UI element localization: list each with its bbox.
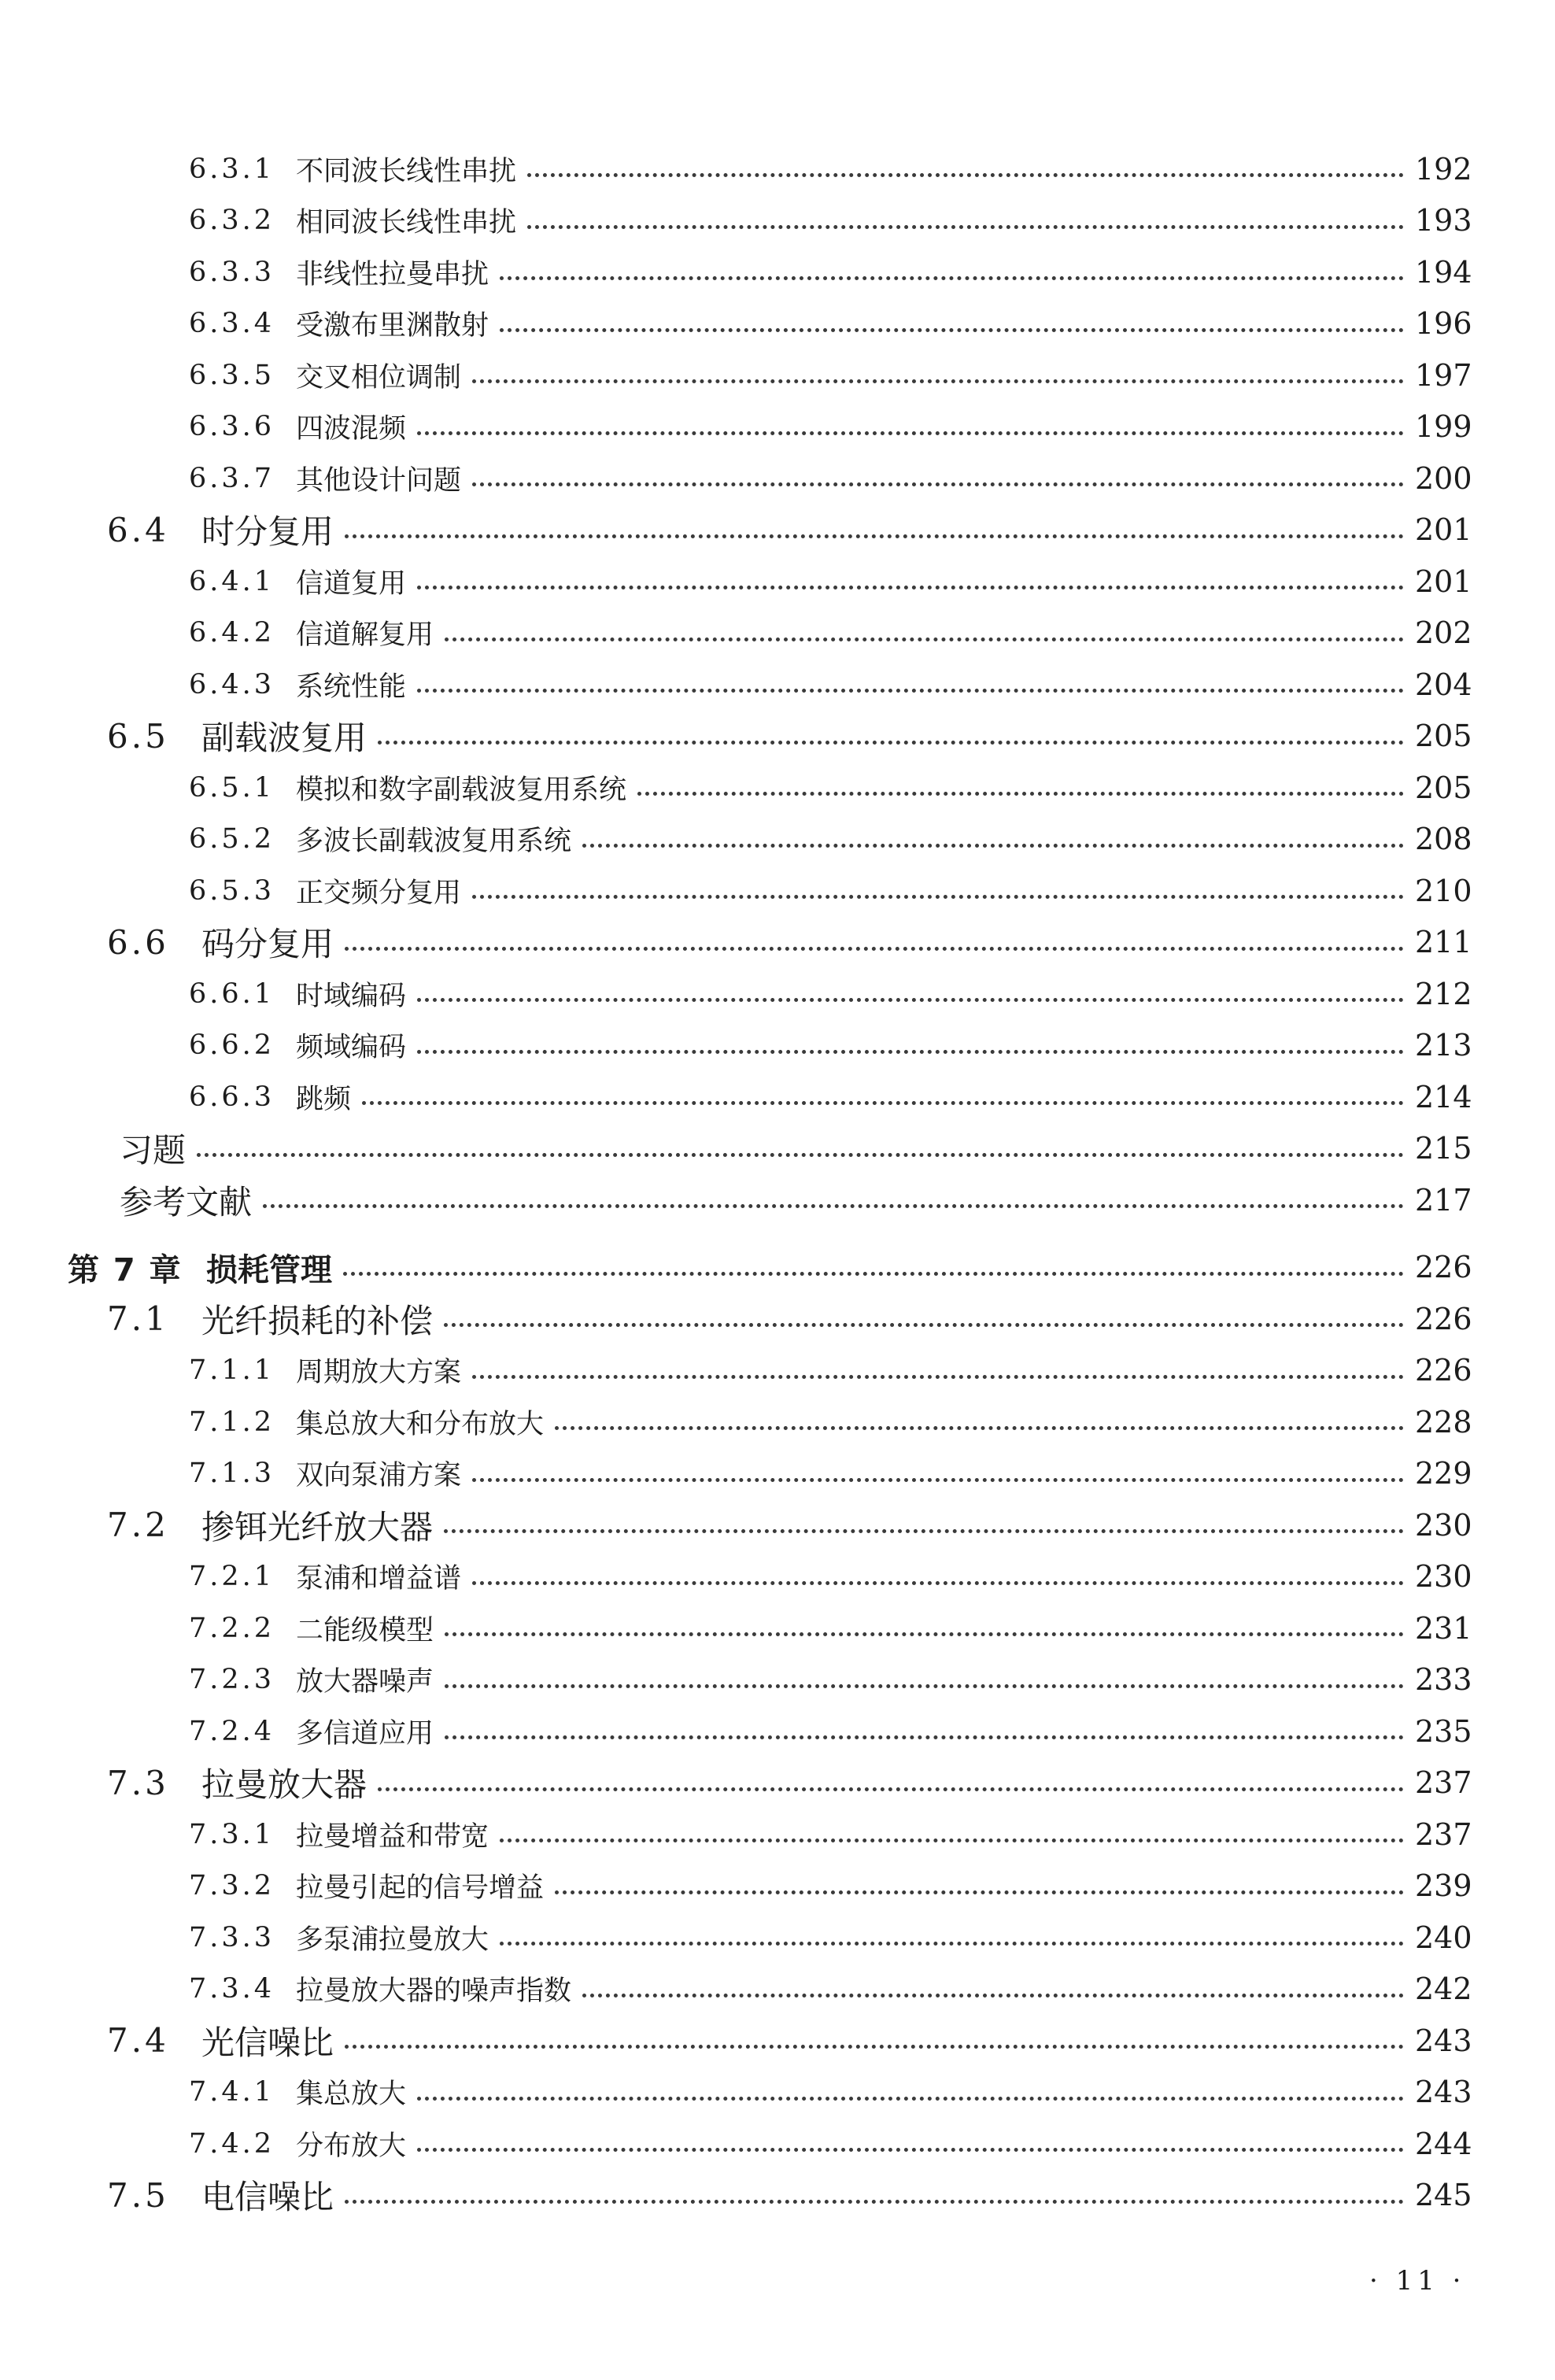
toc-entry [0, 298, 1555, 350]
toc-entry-number: 7.1.2 [189, 1406, 275, 1438]
toc-entry [0, 1242, 1555, 1294]
toc-entry-page: 201 [1415, 564, 1472, 599]
toc-entry-title: 参考文献 [120, 1182, 253, 1221]
toc-entry-title: 时分复用 [201, 512, 334, 552]
toc-entry [0, 504, 1555, 556]
dot-leader [445, 1632, 1404, 1636]
dot-leader [345, 947, 1404, 951]
toc-entry-number: 6.6.3 [189, 1081, 275, 1113]
toc-entry-number: 7.4 [107, 2021, 169, 2060]
toc-entry-title: 光纤损耗的补偿 [201, 1301, 434, 1340]
toc-entry [0, 2015, 1555, 2067]
toc-entry-title: 其他设计问题 [296, 464, 462, 497]
toc-entry [0, 659, 1555, 711]
toc-entry-number: 6.3.6 [189, 411, 275, 443]
toc-entry [0, 917, 1555, 969]
toc-entry-number: 7.3.2 [189, 1870, 275, 1902]
toc-entry-number: 7.2.1 [189, 1561, 275, 1593]
toc-entry-page: 192 [1415, 151, 1472, 187]
toc-entry [0, 1293, 1555, 1345]
table-of-contents [0, 143, 1555, 2221]
toc-entry-page: 230 [1415, 1507, 1472, 1543]
toc-entry-page: 215 [1415, 1131, 1472, 1166]
toc-entry-page: 240 [1415, 1920, 1472, 1955]
toc-entry [0, 608, 1555, 660]
toc-entry-page: 233 [1415, 1662, 1472, 1698]
dot-leader [500, 1942, 1404, 1946]
toc-entry-title: 泵浦和增益谱 [296, 1563, 462, 1595]
toc-entry-title: 码分复用 [201, 925, 334, 964]
toc-entry-page: 239 [1415, 1868, 1472, 1904]
toc-entry-page: 210 [1415, 873, 1472, 908]
toc-entry [0, 1809, 1555, 1861]
toc-entry-page: 205 [1415, 770, 1472, 805]
dot-leader [472, 1375, 1404, 1379]
toc-entry-number: 7.3 [107, 1763, 169, 1802]
toc-entry-page: 200 [1415, 460, 1472, 496]
toc-entry-title: 信道解复用 [296, 619, 434, 652]
toc-entry [0, 2118, 1555, 2170]
dot-leader [555, 1890, 1404, 1894]
toc-entry-title: 拉曼放大器的噪声指数 [296, 1975, 572, 2008]
toc-entry-page: 199 [1415, 409, 1472, 445]
toc-entry [0, 711, 1555, 763]
toc-entry-title: 集总放大和分布放大 [296, 1408, 545, 1440]
toc-entry-number: 6.3.5 [189, 359, 275, 391]
toc-entry-number: 6.4.2 [189, 617, 275, 649]
toc-entry [0, 401, 1555, 453]
toc-entry-number: 7.1 [107, 1299, 169, 1339]
dot-leader [500, 1839, 1404, 1842]
toc-entry-title: 光信噪比 [201, 2023, 334, 2062]
toc-entry-page: 217 [1415, 1182, 1472, 1218]
dot-leader [417, 2148, 1404, 2152]
toc-entry-page: 235 [1415, 1713, 1472, 1749]
toc-entry-number: 6.5 [107, 716, 169, 756]
toc-entry-page: 205 [1415, 719, 1472, 754]
toc-entry-number: 6.6 [107, 922, 169, 962]
toc-entry-number: 7.2 [107, 1506, 169, 1545]
toc-entry-title: 系统性能 [296, 671, 407, 703]
toc-entry-title: 相同波长线性串扰 [296, 207, 517, 239]
toc-entry-page: 201 [1415, 512, 1472, 548]
toc-entry-number: 7.2.2 [189, 1612, 275, 1644]
toc-entry-page: 213 [1415, 1028, 1472, 1063]
toc-entry [0, 2067, 1555, 2119]
dot-leader [527, 173, 1404, 177]
toc-entry-number: 6.4 [107, 510, 169, 549]
toc-entry-title: 周期放大方案 [296, 1357, 462, 1389]
dot-leader [582, 1994, 1404, 1998]
toc-entry-number: 7.3.4 [189, 1973, 275, 2005]
toc-entry-title: 放大器噪声 [296, 1666, 434, 1698]
toc-entry-page: 193 [1415, 203, 1472, 238]
dot-leader [444, 1323, 1404, 1327]
toc-entry [0, 762, 1555, 814]
toc-entry-number: 7.4.1 [189, 2076, 275, 2108]
toc-entry-page: 237 [1415, 1765, 1472, 1801]
dot-leader [345, 2200, 1404, 2204]
toc-entry-page: 214 [1415, 1079, 1472, 1114]
toc-entry [0, 1396, 1555, 1448]
toc-entry-title: 模拟和数字副载波复用系统 [296, 774, 627, 806]
toc-entry-page: 244 [1415, 2126, 1472, 2161]
toc-entry-number: 6.3.2 [189, 205, 275, 237]
toc-entry [0, 1654, 1555, 1706]
toc-entry-page: 229 [1415, 1456, 1472, 1491]
toc-entry [0, 143, 1555, 195]
toc-entry-page: 204 [1415, 667, 1472, 702]
toc-entry-title: 多波长副载波复用系统 [296, 826, 572, 858]
toc-entry-page: 243 [1415, 2075, 1472, 2110]
toc-entry [0, 556, 1555, 608]
toc-entry [0, 453, 1555, 504]
dot-leader [555, 1426, 1404, 1430]
toc-entry-page: 245 [1415, 2178, 1472, 2213]
toc-entry-number: 6.3.7 [189, 462, 275, 494]
toc-entry-page: 226 [1415, 1250, 1472, 1285]
toc-entry-page: 231 [1415, 1610, 1472, 1646]
toc-entry [0, 1757, 1555, 1809]
toc-entry-title: 频域编码 [296, 1032, 407, 1064]
toc-entry-number: 6.3.4 [189, 308, 275, 340]
dot-leader [345, 534, 1404, 538]
toc-entry [0, 865, 1555, 917]
dot-leader [343, 1272, 1404, 1276]
toc-entry [0, 1964, 1555, 2016]
dot-leader [445, 638, 1404, 641]
toc-entry-title: 双向泵浦方案 [296, 1460, 462, 1492]
dot-leader [263, 1204, 1404, 1208]
toc-entry [0, 1551, 1555, 1603]
toc-entry-page: 228 [1415, 1404, 1472, 1439]
toc-entry-page: 226 [1415, 1301, 1472, 1336]
toc-entry-page: 212 [1415, 976, 1472, 1011]
toc-entry-title: 非线性拉曼串扰 [296, 258, 489, 290]
dot-leader [345, 2045, 1404, 2049]
toc-entry [0, 814, 1555, 866]
toc-entry-title: 交叉相位调制 [296, 361, 462, 394]
dot-leader [472, 379, 1404, 383]
toc-entry [0, 1345, 1555, 1397]
toc-entry-number: 7.4.2 [189, 2127, 275, 2160]
toc-entry [0, 1706, 1555, 1757]
toc-entry-title: 拉曼增益和带宽 [296, 1820, 489, 1853]
toc-entry-title: 信道复用 [296, 567, 407, 600]
toc-entry-number: 6.4.3 [189, 668, 275, 700]
toc-entry-page: 196 [1415, 306, 1472, 342]
toc-entry [0, 2170, 1555, 2222]
dot-leader [417, 586, 1404, 589]
dot-leader [500, 276, 1404, 280]
toc-entry-title: 损耗管理 [206, 1251, 332, 1288]
dot-leader [500, 328, 1404, 332]
dot-leader [444, 1529, 1404, 1533]
dot-leader [527, 225, 1404, 229]
dot-leader [637, 792, 1404, 796]
dot-leader [472, 1478, 1404, 1482]
toc-entry [0, 246, 1555, 298]
toc-entry-title: 习题 [120, 1131, 187, 1170]
toc-entry-number: 6.3.3 [189, 256, 275, 288]
toc-entry-number: 6.5.2 [189, 823, 275, 856]
toc-entry [0, 1448, 1555, 1500]
toc-entry-number: 7.3.3 [189, 1921, 275, 1953]
toc-entry-number: 7.5 [107, 2175, 169, 2215]
dot-leader [378, 1787, 1404, 1791]
toc-entry-number: 6.6.2 [189, 1029, 275, 1062]
toc-entry [0, 1020, 1555, 1072]
toc-entry-title: 多信道应用 [296, 1717, 434, 1750]
toc-entry-title: 受激布里渊散射 [296, 310, 489, 342]
dot-leader [417, 431, 1404, 435]
toc-entry-title: 二能级模型 [296, 1614, 434, 1646]
toc-entry [0, 1602, 1555, 1654]
toc-entry-title: 不同波长线性串扰 [296, 155, 517, 187]
toc-entry [0, 349, 1555, 401]
toc-entry [0, 1912, 1555, 1964]
dot-leader [445, 1684, 1404, 1688]
toc-entry-page: 237 [1415, 1816, 1472, 1852]
toc-entry [0, 1174, 1555, 1226]
dot-leader [472, 1581, 1404, 1585]
toc-entry [0, 1499, 1555, 1551]
toc-entry-title: 分布放大 [296, 2130, 407, 2162]
toc-entry-title: 集总放大 [296, 2079, 407, 2111]
toc-entry-number: 6.5.1 [189, 771, 275, 804]
toc-entry [0, 1123, 1555, 1175]
toc-entry-title: 正交频分复用 [296, 877, 462, 909]
toc-entry-number: 6.3.1 [189, 153, 275, 185]
dot-leader [417, 2097, 1404, 2101]
dot-leader [417, 998, 1404, 1002]
toc-entry-title: 拉曼引起的信号增益 [296, 1872, 545, 1905]
toc-entry-title: 跳频 [296, 1083, 352, 1115]
toc-entry [0, 1071, 1555, 1123]
dot-leader [197, 1153, 1404, 1157]
dot-leader [362, 1101, 1404, 1105]
toc-entry-page: 243 [1415, 2023, 1472, 2058]
toc-entry-page: 208 [1415, 822, 1472, 857]
toc-entry-page: 226 [1415, 1353, 1472, 1388]
toc-entry-number: 7.2.4 [189, 1715, 275, 1747]
dot-leader [378, 741, 1404, 745]
toc-entry-page: 202 [1415, 615, 1472, 651]
toc-entry-number: 7.1.1 [189, 1354, 275, 1387]
toc-entry-page: 194 [1415, 254, 1472, 290]
page-number: · 11 · [1369, 2265, 1466, 2297]
dot-leader [472, 482, 1404, 486]
toc-entry-title: 拉曼放大器 [201, 1765, 368, 1805]
dot-leader [417, 689, 1404, 693]
toc-entry-title: 掺铒光纤放大器 [201, 1507, 434, 1547]
toc-entry-page: 197 [1415, 357, 1472, 393]
toc-entry-title: 电信噪比 [201, 2178, 334, 2217]
toc-entry-title: 时域编码 [296, 980, 407, 1012]
dot-leader [472, 895, 1404, 899]
toc-entry-page: 211 [1415, 925, 1472, 960]
toc-entry-number: 7.1.3 [189, 1458, 275, 1490]
dot-leader [582, 844, 1404, 848]
dot-leader [445, 1735, 1404, 1739]
toc-entry [0, 1861, 1555, 1913]
toc-entry [0, 195, 1555, 247]
toc-entry-page: 230 [1415, 1559, 1472, 1595]
toc-entry-number: 7.2.3 [189, 1664, 275, 1696]
toc-entry-number: 6.6.1 [189, 978, 275, 1010]
toc-entry-number: 6.4.1 [189, 565, 275, 597]
toc-entry-number: 6.5.3 [189, 874, 275, 907]
toc-entry-page: 242 [1415, 1972, 1472, 2007]
toc-entry-title: 多泵浦拉曼放大 [296, 1924, 489, 1956]
toc-entry [0, 968, 1555, 1020]
toc-entry-title: 四波混频 [296, 413, 407, 445]
toc-entry-number: 7.3.1 [189, 1818, 275, 1850]
dot-leader [417, 1050, 1404, 1054]
toc-entry-number: 第 7 章 [68, 1251, 183, 1288]
toc-entry-title: 副载波复用 [201, 719, 368, 758]
